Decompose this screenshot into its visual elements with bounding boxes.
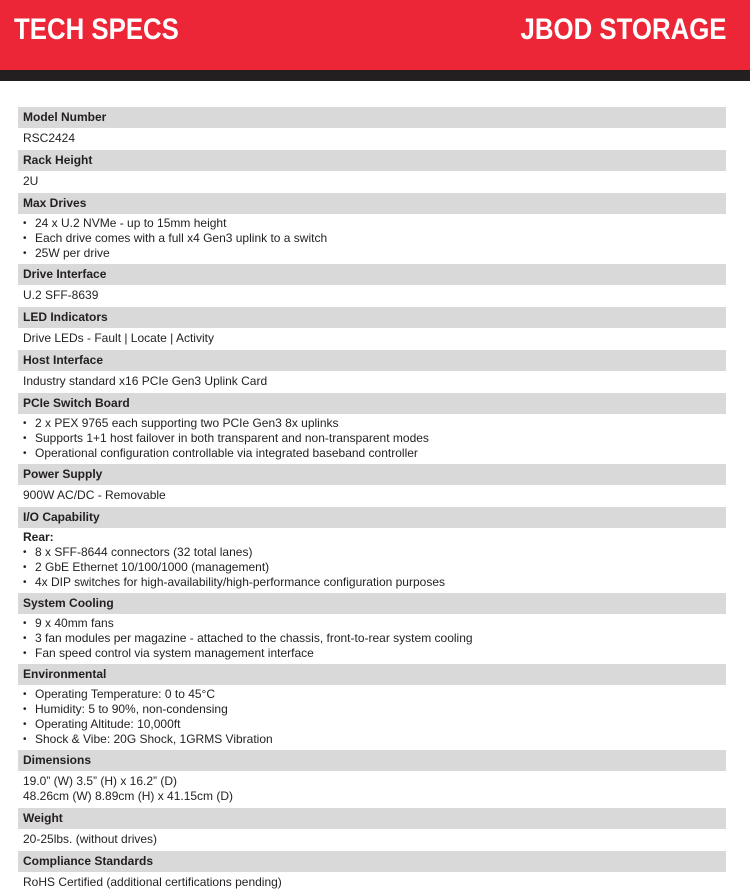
- section-heading: Host Interface: [18, 350, 726, 371]
- section-heading: I/O Capability: [18, 507, 726, 528]
- bullet-item: • Each drive comes with a full x4 Gen3 uplink to a switch: [23, 231, 726, 246]
- section-body: [18, 328, 726, 350]
- bullet-item: • 2 GbE Ethernet 10/100/1000 (management): [23, 560, 726, 575]
- header-title-left: TECH SPECS: [14, 13, 179, 46]
- bullet-item: • Operating Altitude: 10,000ft: [23, 717, 726, 732]
- page-header: [0, 0, 750, 70]
- section-heading: Weight: [18, 808, 726, 829]
- bullet-list: [23, 687, 726, 747]
- section-value: Drive LEDs - Fault | Locate | Activity: [23, 331, 214, 345]
- section-heading: Model Number: [18, 107, 726, 128]
- section-value: 19.0” (W) 3.5” (H) x 16.2” (D): [23, 774, 178, 788]
- spec-table: [18, 107, 726, 894]
- header-band: [0, 70, 750, 81]
- section-body: [18, 485, 726, 507]
- section-body: [18, 414, 726, 464]
- section-heading: Max Drives: [18, 193, 726, 214]
- bullet-list: [23, 545, 726, 590]
- section-body: [18, 371, 726, 393]
- section-value: 20-25lbs. (without drives): [23, 832, 158, 846]
- section-body: [18, 829, 726, 851]
- bullet-item: • Humidity: 5 to 90%, non-condensing: [23, 702, 726, 717]
- section-heading: Environmental: [18, 664, 726, 685]
- section-body: [18, 528, 726, 593]
- section-body: [18, 171, 726, 193]
- bullet-item: • 3 fan modules per magazine - attached to the chassis, front-to-rear system cooling: [23, 631, 726, 646]
- section-heading: Rack Height: [18, 150, 726, 171]
- section-heading: LED Indicators: [18, 307, 726, 328]
- section-body: [18, 214, 726, 264]
- section-value: RoHS Certified (additional certifications pending): [23, 875, 282, 889]
- bullet-list: [23, 216, 726, 261]
- bullet-item: • Supports 1+1 host failover in both transparent and non-transparent modes: [23, 431, 726, 446]
- section-body: [18, 285, 726, 307]
- bullet-item: • Fan speed control via system management interface: [23, 646, 726, 661]
- section-value: 48.26cm (W) 8.89cm (H) x 41.15cm (D): [23, 789, 234, 803]
- section-value: Industry standard x16 PCIe Gen3 Uplink Card: [23, 374, 268, 388]
- section-body: [18, 614, 726, 664]
- bullet-item: • 8 x SFF-8644 connectors (32 total lanes): [23, 545, 726, 560]
- bullet-item: • 24 x U.2 NVMe - up to 15mm height: [23, 216, 726, 231]
- bullet-item: • Operating Temperature: 0 to 45°C: [23, 687, 726, 702]
- bullet-item: • 9 x 40mm fans: [23, 616, 726, 631]
- bullet-list: [23, 416, 726, 461]
- section-body: [18, 128, 726, 150]
- section-heading: Compliance Standards: [18, 851, 726, 872]
- section-value: 2U: [23, 174, 39, 188]
- section-value: RSC2424: [23, 131, 76, 145]
- section-heading: System Cooling: [18, 593, 726, 614]
- bullet-list: [23, 616, 726, 661]
- bullet-item: • Operational configuration controllable via integrated baseband controller: [23, 446, 726, 461]
- section-value: U.2 SFF-8639: [23, 288, 99, 302]
- header-title-right: JBOD STORAGE: [520, 13, 726, 46]
- section-heading: Drive Interface: [18, 264, 726, 285]
- bullet-item: • Shock & Vibe: 20G Shock, 1GRMS Vibration: [23, 732, 726, 747]
- section-body: [18, 685, 726, 750]
- section-subheading: Rear:: [23, 530, 54, 544]
- bullet-item: • 25W per drive: [23, 246, 726, 261]
- bullet-item: • 4x DIP switches for high-availability/high-performance configuration purposes: [23, 575, 726, 590]
- section-heading: PCIe Switch Board: [18, 393, 726, 414]
- section-heading: Dimensions: [18, 750, 726, 771]
- section-value: 900W AC/DC - Removable: [23, 488, 166, 502]
- section-body: [18, 771, 726, 808]
- bullet-item: • 2 x PEX 9765 each supporting two PCIe Gen3 8x uplinks: [23, 416, 726, 431]
- section-heading: Power Supply: [18, 464, 726, 485]
- section-body: [18, 872, 726, 894]
